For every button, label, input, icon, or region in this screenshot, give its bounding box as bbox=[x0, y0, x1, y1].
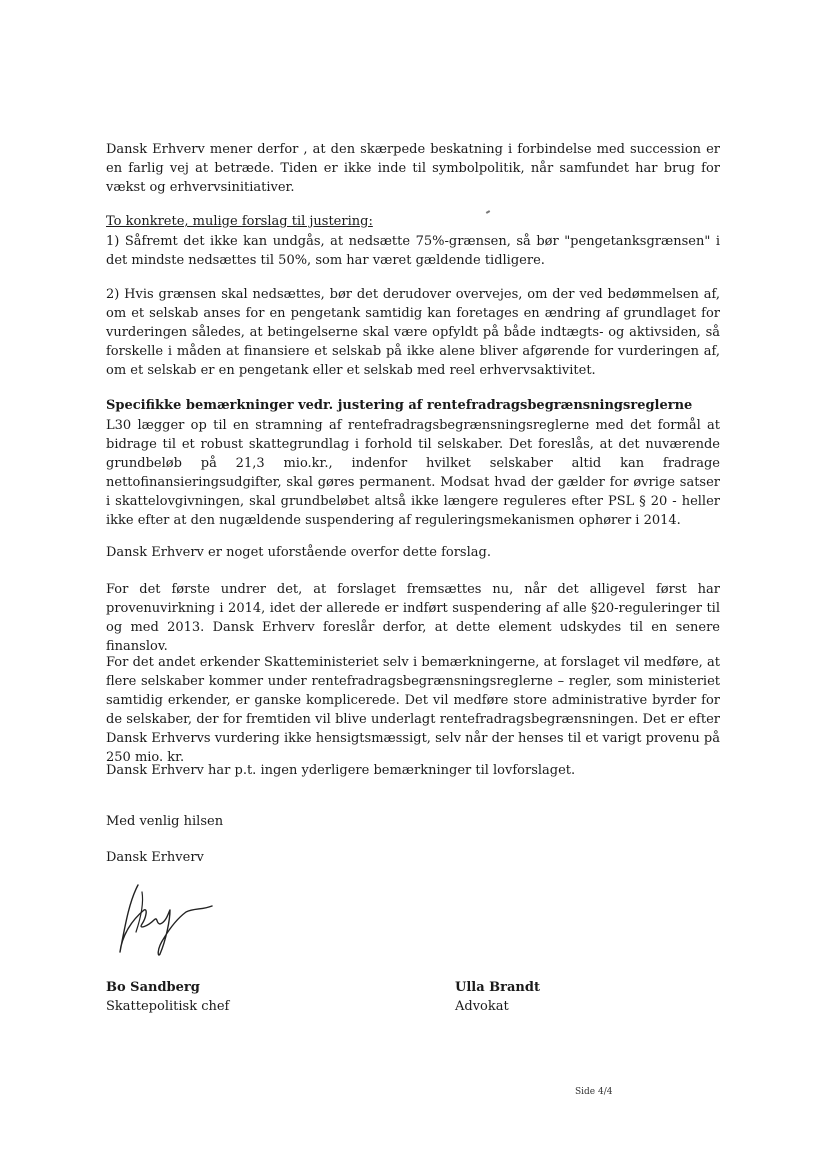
signer-bo-sandberg bbox=[106, 978, 229, 1016]
signer-title: Skattepolitisk chef bbox=[106, 999, 230, 1014]
paragraph-l30: L30 lægger op til en stramning af rentefradragsbegrænsningsreglerne med det formål at bidrage til et robust skattegrundlag i forhold til selskaber. Det foreslås, at det nuværende grundbeløb på 21,3 mio.kr., indenfor hvilket selskaber altid kan fradrage nettofinansieringsudgifter, skal gøres permanent. Modsat hvad der gælder for øvrige satser i skattelovgivningen, skal grundbeløbet altså ikke længere reguleres efter PSL § 20 - heller ikke efter at den nugældende suspendering af reguleringsmekanismen ophører i 2014. bbox=[106, 418, 720, 528]
paragraph-no-further-remarks: Dansk Erhverv har p.t. ingen yderligere bemærkninger til lovforslaget. bbox=[106, 763, 576, 778]
suggestions-heading: To konkrete, mulige forslag til justering: bbox=[106, 214, 373, 229]
paragraph-uncomprehending: Dansk Erhverv er noget uforstående overfor dette forslag. bbox=[106, 545, 491, 560]
closing-organization: Dansk Erhverv bbox=[106, 850, 204, 865]
paragraph-succession: Dansk Erhverv mener derfor , at den skærpede beskatning i forbindelse med succession er en farlig vej at betræde. Tiden er ikke inde til symbolpolitik, når samfundet har brug for vækst og erhvervsinitiativer. bbox=[106, 142, 720, 195]
paragraph-suggestion-2: 2) Hvis grænsen skal nedsættes, bør det derudover overvejes, om der ved bedømmelsen af, om et selskab anses for en pengetank samtidig kan foretages en ændring af grundlaget for vurderingen således, at betingelserne skal være opfyldt på både indtægts- og aktivsiden, så forskelle i måden at finansiere et selskab på ikke alene bliver afgørende for vurderingen af, om et selskab er en pengetank eller et selskab med reel erhvervsaktivitet. bbox=[106, 287, 720, 378]
handwritten-signature bbox=[108, 880, 218, 960]
paragraph-first-point: For det første undrer det, at forslaget fremsættes nu, når det alligevel først har provenuvirkning i 2014, idet der allerede er indført suspendering af alle §20-reguleringer til og med 2013. Dansk Erhverv foreslår derfor, at dette element udskydes til en senere finanslov. bbox=[106, 582, 720, 654]
signer-title: Advokat bbox=[455, 999, 509, 1014]
signer-name: Bo Sandberg bbox=[106, 980, 200, 995]
paragraph-suggestion-1: 1) Såfremt det ikke kan undgås, at nedsætte 75%-grænsen, så bør "pengetanksgrænsen" i det mindste nedsættes til 50%, som har været gældende tidligere. bbox=[106, 234, 720, 268]
section-heading-interest-deduction: Specifikke bemærkninger vedr. justering af rentefradragsbegrænsningsreglerne bbox=[106, 398, 693, 413]
paragraph-second-point: For det andet erkender Skatteministeriet selv i bemærkningerne, at forslaget vil medføre, at flere selskaber kommer under rentefradragsbegrænsningsreglerne – regler, som ministeriet samtidig erkender, er ganske komplicerede. Det vil medføre store administrative byrder for de selskaber, der for fremtiden vil blive underlagt rentefradragsbegrænsningen. Det er efter Dansk Erhvervs vurdering ikke hensigtsmæssigt, selv når der henses til et varigt provenu på 250 mio. kr. bbox=[106, 655, 720, 765]
page-number: Side 4/4 bbox=[575, 1087, 613, 1097]
signer-ulla-brandt bbox=[455, 978, 540, 1016]
closing-greeting: Med venlig hilsen bbox=[106, 814, 224, 829]
signer-name: Ulla Brandt bbox=[455, 980, 540, 995]
